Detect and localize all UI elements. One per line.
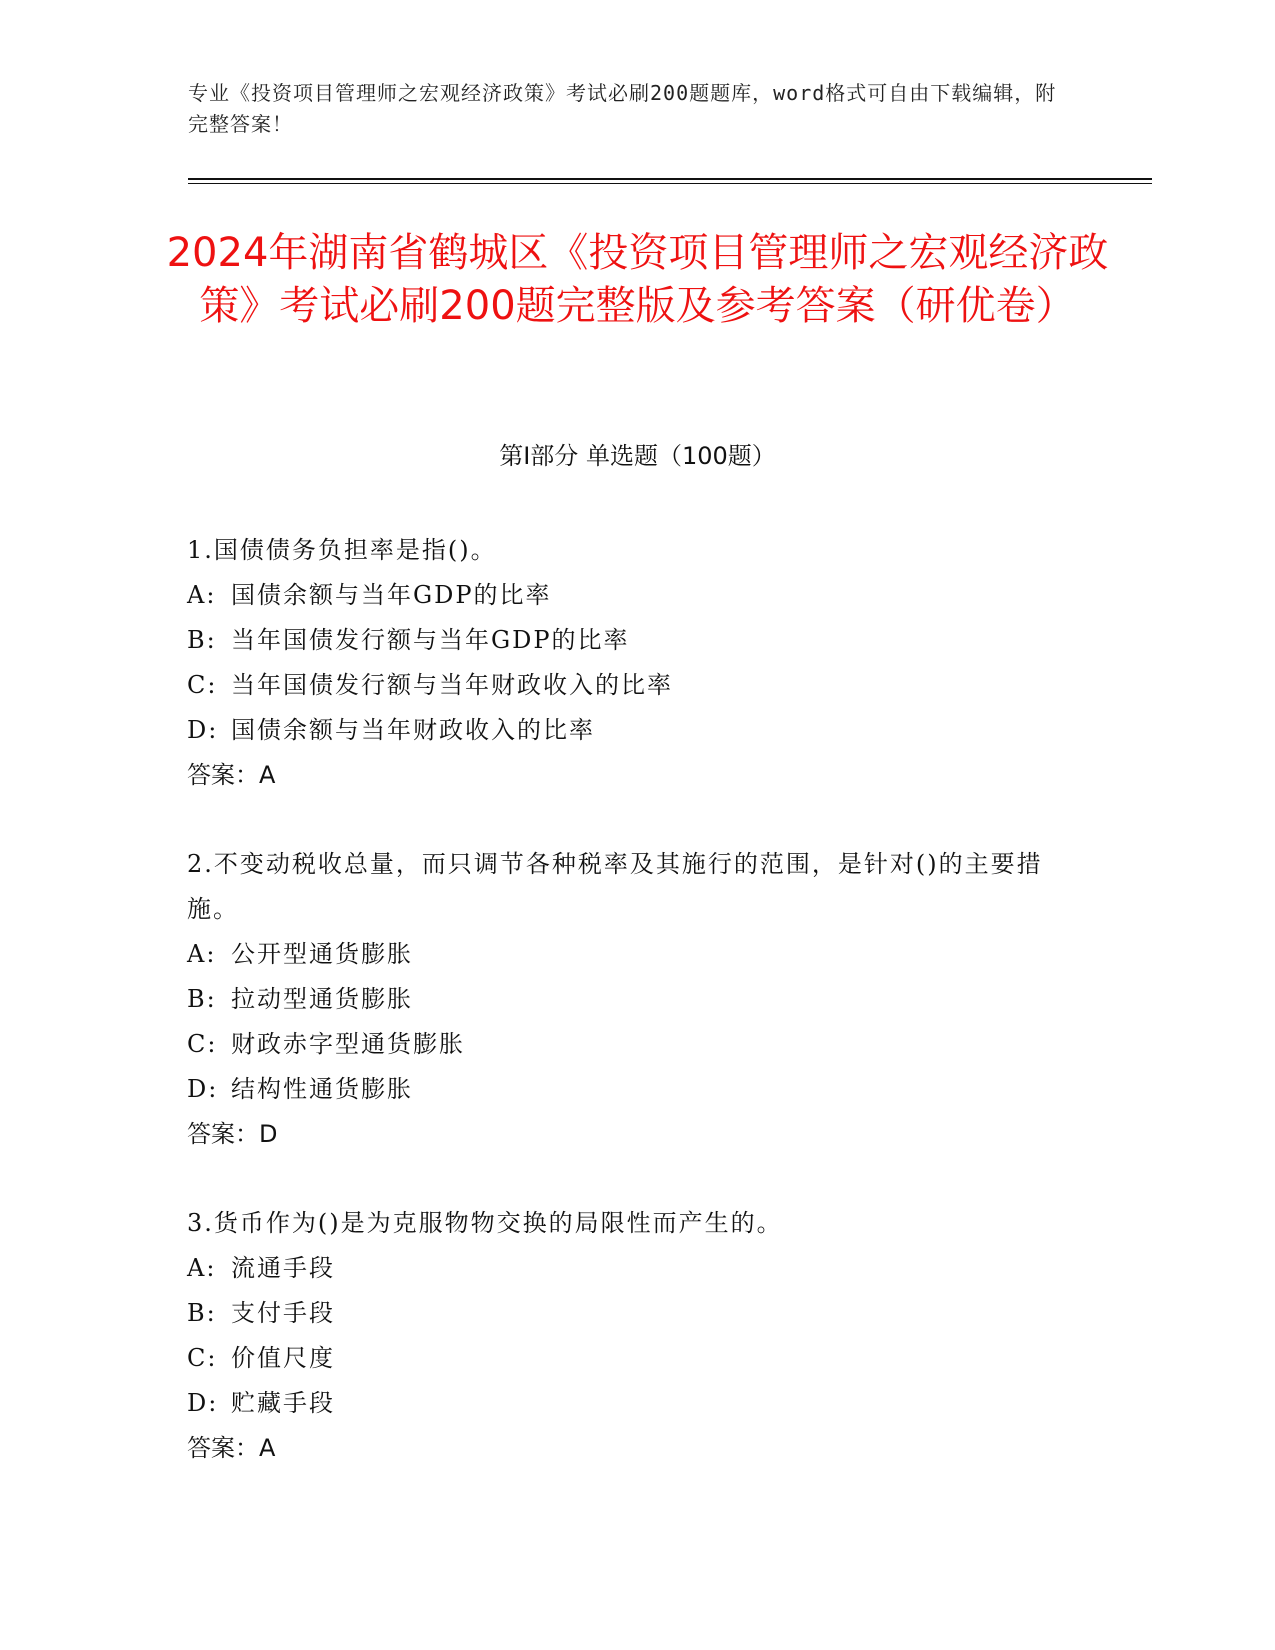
answer-line: 答案：D <box>187 1120 278 1148</box>
option-text: 贮藏手段 <box>231 1389 335 1417</box>
option-letter: C: <box>187 1030 218 1058</box>
option-b <box>187 1291 1087 1336</box>
option-letter: A: <box>187 1254 217 1282</box>
option-b <box>187 618 1087 663</box>
option-text: 拉动型通货膨胀 <box>231 985 413 1013</box>
document-title: 2024年湖南省鹤城区《投资项目管理师之宏观经济政策》考试必刷200题完整版及参考答案（研优卷） <box>166 230 1109 329</box>
option-letter: D: <box>187 716 219 744</box>
option-text: 价值尺度 <box>231 1344 335 1372</box>
option-letter: A: <box>187 940 217 968</box>
header-divider-thin <box>188 183 1152 184</box>
option-letter: B: <box>187 626 217 654</box>
question-list <box>187 528 1087 1515</box>
option-letter: D: <box>187 1075 219 1103</box>
option-letter: D: <box>187 1389 219 1417</box>
option-c <box>187 1022 1087 1067</box>
option-letter: A: <box>187 581 217 609</box>
question-item <box>187 528 1087 798</box>
option-text: 国债余额与当年财政收入的比率 <box>231 716 595 744</box>
answer-line: 答案：A <box>187 1434 276 1462</box>
option-text: 财政赤字型通货膨胀 <box>231 1030 465 1058</box>
question-item <box>187 842 1087 1157</box>
option-letter: B: <box>187 985 217 1013</box>
option-text: 当年国债发行额与当年财政收入的比率 <box>231 671 673 699</box>
answer-line: 答案：A <box>187 761 276 789</box>
option-c <box>187 663 1087 708</box>
option-a <box>187 1246 1087 1291</box>
option-text: 国债余额与当年GDP的比率 <box>231 581 552 609</box>
option-text: 公开型通货膨胀 <box>231 940 413 968</box>
option-text: 支付手段 <box>231 1299 335 1327</box>
option-b <box>187 977 1087 1022</box>
option-letter: C: <box>187 1344 218 1372</box>
option-text: 流通手段 <box>231 1254 335 1282</box>
option-d <box>187 1067 1087 1112</box>
option-letter: C: <box>187 671 218 699</box>
option-text: 当年国债发行额与当年GDP的比率 <box>231 626 630 654</box>
question-stem: 2.不变动税收总量，而只调节各种税率及其施行的范围，是针对()的主要措施。 <box>187 850 1043 923</box>
header-divider-thick <box>188 178 1152 180</box>
option-c <box>187 1336 1087 1381</box>
option-text: 结构性通货膨胀 <box>231 1075 413 1103</box>
question-stem: 3.货币作为()是为克服物物交换的局限性而产生的。 <box>187 1209 783 1237</box>
question-item <box>187 1201 1087 1471</box>
option-a <box>187 932 1087 977</box>
option-letter: B: <box>187 1299 217 1327</box>
option-d <box>187 708 1087 753</box>
header-note: 专业《投资项目管理师之宏观经济政策》考试必刷200题题库，word格式可自由下载编辑，附完整答案！ <box>188 81 1057 136</box>
option-d <box>187 1381 1087 1426</box>
section-heading: 第Ⅰ部分 单选题（100题） <box>499 442 776 470</box>
question-stem: 1.国债债务负担率是指()。 <box>187 536 497 564</box>
option-a <box>187 573 1087 618</box>
